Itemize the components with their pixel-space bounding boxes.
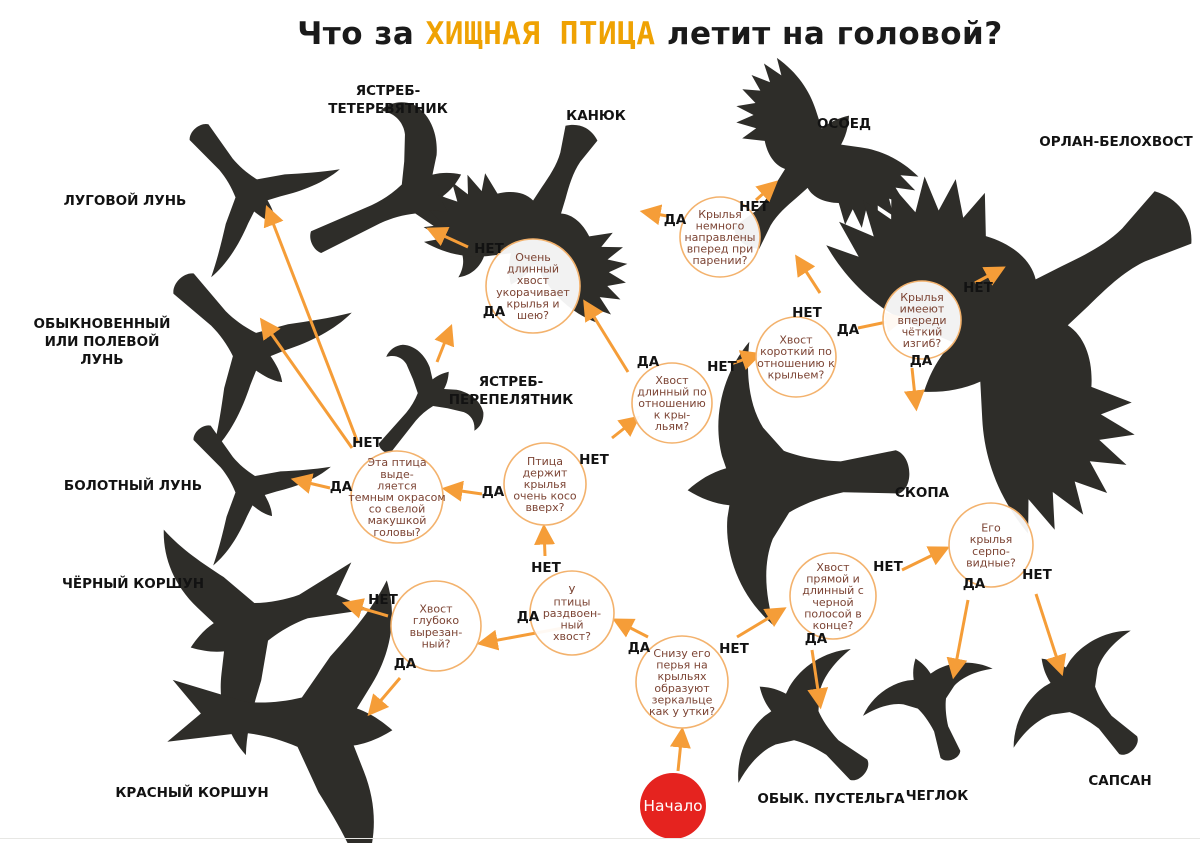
flow-arrow-16 — [798, 259, 820, 293]
flow-arrow-4 — [544, 529, 545, 556]
choice-label-20: НЕТ — [873, 559, 903, 575]
q_tail_short-question: Хвост короткий по отношению к крыльем? — [757, 333, 835, 382]
lugovoy_lun-silhouette — [131, 74, 340, 277]
flow-arrow-21 — [912, 368, 916, 406]
choice-label-8: ДА — [636, 354, 660, 370]
start-node — [640, 773, 706, 839]
q_wings_v-question: Птица держит крылья очень косо вверх? — [513, 454, 577, 515]
bird-label-perepelyatnik: ЯСТРЕБ-ПЕРЕПЕЛЯТНИК — [448, 374, 574, 408]
flow-arrow-8 — [612, 419, 636, 438]
choice-label-2: НЕТ — [474, 241, 504, 257]
sapsan-silhouette — [983, 600, 1191, 808]
bird-label-osoed: ОСОЕД — [816, 116, 872, 132]
q_forked_tail-question: У птицы раздвоен-ный хвост? — [542, 583, 602, 644]
decision-node-q_dark_color — [348, 451, 445, 543]
page-bottom-edge — [0, 838, 1200, 839]
bird-label-teterevyatnik: ЯСТРЕБ-ТЕТЕРЕВЯТНИК — [328, 83, 448, 117]
bird-cheglok — [851, 635, 1017, 783]
q_deep_notch-question: Хвост глубоко вырезан-ный? — [409, 602, 463, 651]
decision-node-q_tail_long — [632, 363, 712, 443]
flow-arrow-0 — [678, 732, 682, 771]
flow-arrow-12 — [586, 304, 628, 372]
bird-label-obyk_polevoy_lun: ОБЫКНОВЕННЫЙ ИЛИ ПОЛЕВОЙ ЛУНЬ — [33, 316, 171, 368]
flow-arrow-7 — [447, 489, 482, 494]
choice-label-23: НЕТ — [1022, 567, 1052, 583]
choice-label-6: НЕТ — [963, 280, 993, 296]
title-suffix: летит на головой? — [655, 16, 1003, 52]
flow-arrow-25 — [1036, 594, 1061, 671]
decision-node-q_wing_bend — [883, 281, 961, 359]
choice-label-14: НЕТ — [531, 560, 561, 576]
start-label: Начало — [643, 797, 703, 815]
bird-label-cheglok: ЧЕГЛОК — [905, 788, 969, 804]
flow-arrow-22 — [902, 549, 945, 570]
choice-label-22: ДА — [962, 576, 986, 592]
q_wings_forward-question: Крылья немного направлены вперед при парении? — [684, 207, 756, 268]
choice-label-0: ДА — [663, 212, 687, 228]
choice-label-5: ДА — [836, 322, 860, 338]
bird-label-lugovoy_lun: ЛУГОВОЙ ЛУНЬ — [63, 193, 187, 209]
flow-arrow-2 — [737, 610, 782, 637]
choice-label-7: ДА — [909, 353, 933, 369]
flow-arrow-6 — [371, 678, 400, 712]
choice-label-18: ДА — [627, 640, 651, 656]
bird-label-orlan: ОРЛАН-БЕЛОХВОСТ — [1039, 134, 1193, 150]
choice-label-19: НЕТ — [719, 641, 749, 657]
choice-label-11: ДА — [481, 484, 505, 500]
q_wing_bend-question: Крылья имееют впереди чёткий изгиб? — [897, 290, 947, 351]
decision-node-q_tail_straight — [790, 553, 876, 639]
flow-arrow-1 — [617, 621, 648, 637]
choice-label-21: ДА — [804, 631, 828, 647]
choice-label-17: ДА — [393, 656, 417, 672]
choice-label-12: НЕТ — [352, 435, 382, 451]
bird-label-krasny_korshun: КРАСНЫЙ КОРШУН — [115, 785, 269, 801]
bird-lugovoy_lun — [131, 74, 340, 277]
q_tail_long-question: Хвост длинный по отношению к кры-льям? — [637, 373, 707, 434]
choice-label-9: НЕТ — [707, 359, 737, 375]
bird-label-chyorny_korshun: ЧЁРНЫЙ КОРШУН — [61, 576, 205, 592]
bird-sapsan — [983, 600, 1191, 808]
bird-label-kanyuk: КАНЮК — [566, 108, 626, 124]
choice-label-3: ДА — [482, 304, 506, 320]
cheglok-silhouette — [851, 635, 1017, 783]
bird-label-bolotny_lun: БОЛОТНЫЙ ЛУНЬ — [63, 478, 203, 494]
choice-label-10: НЕТ — [579, 452, 609, 468]
choice-label-1: НЕТ — [739, 199, 769, 215]
decision-node-q_wings_v — [504, 443, 586, 525]
choice-label-16: НЕТ — [368, 592, 398, 608]
flow-arrow-15 — [437, 329, 450, 362]
flow-arrow-9 — [296, 480, 330, 488]
choice-label-13: ДА — [329, 479, 353, 495]
bird-label-sapsan: САПСАН — [1088, 773, 1152, 789]
q_very_long_tail-question: Очень длинный хвост укорачивает крылья и шею? — [496, 251, 570, 322]
decision-node-q_tail_short — [756, 317, 836, 397]
q_mirror-question: Снизу его перья на крыльях образуют зеркальце как у утки? — [648, 647, 716, 718]
decision-node-q_sickle — [949, 503, 1033, 587]
title-prefix: Что за — [297, 16, 426, 52]
q_tail_straight-question: Хвост прямой и длинный с черной полосой в конце? — [802, 561, 864, 632]
choice-label-15: ДА — [516, 609, 540, 625]
bird-label-skopa: СКОПА — [894, 485, 950, 501]
q_sickle-question: Его крылья серпо-видные? — [966, 521, 1016, 570]
choice-label-4: НЕТ — [792, 305, 822, 321]
q_dark_color-question: Эта птица выде-ляется темным окрасом со свелой макушкой головы? — [348, 456, 446, 539]
decision-node-q_forked_tail — [530, 571, 614, 655]
bird-label-pustelga: ОБЫК. ПУСТЕЛЬГА — [757, 791, 905, 807]
title-highlight: ХИЩНАЯ ПТИЦА — [425, 16, 656, 52]
